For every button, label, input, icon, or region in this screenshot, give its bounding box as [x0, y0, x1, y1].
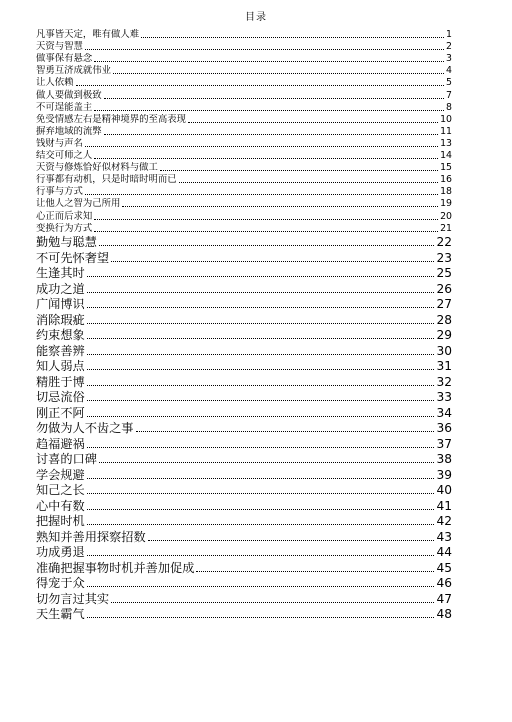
toc-entry[interactable] — [36, 312, 452, 328]
dot-leader — [148, 540, 435, 541]
toc-entry[interactable] — [36, 41, 452, 53]
toc-entry-page-number: 14 — [440, 150, 452, 162]
toc-title: 目录 — [245, 12, 267, 23]
toc-entry[interactable] — [36, 560, 452, 576]
toc-entry[interactable] — [36, 591, 452, 607]
toc-entry-page-number: 26 — [436, 281, 452, 296]
toc-entry[interactable] — [36, 514, 452, 530]
dot-leader — [87, 323, 435, 324]
toc-entry-label: 趋福避祸 — [36, 436, 85, 451]
toc-entry-page-number: 20 — [440, 210, 452, 222]
toc-entry-page-number: 3 — [446, 53, 452, 65]
toc-entry-label: 天资与智慧 — [36, 41, 83, 53]
toc-entry-page-number: 29 — [436, 328, 452, 343]
toc-entry[interactable] — [36, 29, 452, 41]
dot-leader — [99, 462, 435, 463]
toc-entry-label: 讨喜的口碑 — [36, 452, 97, 467]
toc-entry-label: 不可先怀奢望 — [36, 250, 110, 265]
toc-entry-page-number: 22 — [436, 235, 452, 250]
toc-entry[interactable] — [36, 223, 452, 235]
dot-leader — [87, 276, 435, 277]
toc-entry[interactable] — [36, 114, 452, 126]
toc-entry[interactable] — [36, 235, 452, 251]
toc-entry[interactable] — [36, 174, 452, 186]
toc-entry-page-number: 2 — [446, 41, 452, 53]
toc-entry[interactable] — [36, 343, 452, 359]
toc-entry[interactable] — [36, 126, 452, 138]
toc-entry-page-number: 31 — [436, 359, 452, 374]
toc-entry-page-number: 25 — [436, 266, 452, 281]
toc-list — [36, 29, 452, 622]
toc-entry[interactable] — [36, 545, 452, 561]
toc-entry[interactable] — [36, 436, 452, 452]
toc-entry[interactable] — [36, 102, 452, 114]
toc-entry-page-number: 10 — [440, 113, 452, 125]
toc-entry[interactable] — [36, 374, 452, 390]
toc-entry[interactable] — [36, 162, 452, 174]
dot-leader — [87, 400, 435, 401]
toc-entry-page-number: 16 — [440, 174, 452, 186]
toc-entry-page-number: 38 — [436, 452, 452, 467]
toc-entry-page-number: 11 — [440, 125, 452, 137]
toc-entry-label: 把握时机 — [36, 514, 85, 529]
dot-leader — [94, 110, 444, 111]
toc-entry[interactable] — [36, 198, 452, 210]
dot-leader — [94, 61, 444, 62]
toc-entry-page-number: 45 — [436, 560, 452, 575]
toc-entry-label: 结交可师之人 — [36, 150, 93, 162]
dot-leader — [87, 354, 435, 355]
dot-leader — [87, 385, 435, 386]
toc-entry-page-number: 46 — [436, 576, 452, 591]
toc-entry-label: 生逢其时 — [36, 266, 85, 281]
toc-entry[interactable] — [36, 77, 452, 89]
dot-leader — [85, 146, 438, 147]
toc-entry-label: 约束想象 — [36, 328, 85, 343]
toc-entry-page-number: 30 — [436, 343, 452, 358]
toc-entry-page-number: 42 — [436, 514, 452, 529]
toc-entry[interactable] — [36, 467, 452, 483]
toc-entry-label: 学会规避 — [36, 467, 85, 482]
toc-entry-page-number: 40 — [436, 483, 452, 498]
toc-entry-label: 天生霸气 — [36, 607, 85, 622]
toc-entry[interactable] — [36, 138, 452, 150]
dot-leader — [87, 617, 435, 618]
toc-entry-label: 广闻博识 — [36, 297, 85, 312]
toc-entry-label: 熟知并善用探察招数 — [36, 529, 146, 544]
toc-entry[interactable] — [36, 529, 452, 545]
toc-entry[interactable] — [36, 150, 452, 162]
toc-entry-page-number: 33 — [436, 390, 452, 405]
toc-entry[interactable] — [36, 576, 452, 592]
dot-leader — [94, 219, 438, 220]
toc-entry-page-number: 36 — [436, 421, 452, 436]
dot-leader — [87, 586, 435, 587]
toc-entry-page-number: 15 — [440, 162, 452, 174]
toc-entry-label: 摒弃地域的流弊 — [36, 125, 102, 137]
toc-entry[interactable] — [36, 359, 452, 375]
dot-leader — [136, 431, 435, 432]
toc-entry-label: 心中有数 — [36, 498, 85, 513]
toc-entry[interactable] — [36, 89, 452, 101]
toc-entry-label: 切勿言过其实 — [36, 591, 110, 606]
toc-entry[interactable] — [36, 607, 452, 623]
toc-entry-label: 天资与修炼恰好似材料与做工 — [36, 162, 158, 174]
dot-leader — [87, 509, 435, 510]
toc-entry-label: 功成勇退 — [36, 545, 85, 560]
dot-leader — [87, 555, 435, 556]
toc-entry[interactable] — [36, 498, 452, 514]
toc-entry-page-number: 1 — [446, 29, 452, 41]
toc-entry-label: 成功之道 — [36, 281, 85, 296]
toc-entry-page-number: 37 — [436, 436, 452, 451]
toc-entry[interactable] — [36, 186, 452, 198]
dot-leader — [160, 170, 438, 171]
toc-entry[interactable] — [36, 281, 452, 297]
toc-entry-page-number: 7 — [446, 89, 452, 101]
dot-leader — [87, 493, 435, 494]
toc-entry-page-number: 34 — [436, 405, 452, 420]
toc-entry-label: 行事都有动机，只是时暗时明而已 — [36, 174, 177, 186]
toc-entry-page-number: 8 — [446, 101, 452, 113]
toc-entry-label: 刚正不阿 — [36, 405, 85, 420]
toc-entry-label: 勿做为人不齿之事 — [36, 421, 134, 436]
toc-entry-label: 精胜于博 — [36, 374, 85, 389]
toc-entry[interactable] — [36, 452, 452, 468]
dot-leader — [188, 122, 438, 123]
dot-leader — [113, 73, 444, 74]
dot-leader — [87, 416, 435, 417]
toc-entry-label: 做人要做到极致 — [36, 89, 102, 101]
toc-entry[interactable] — [36, 390, 452, 406]
toc-entry-label: 勤勉与聪慧 — [36, 235, 97, 250]
toc-entry-page-number: 28 — [436, 312, 452, 327]
toc-entry-page-number: 44 — [436, 545, 452, 560]
toc-entry-page-number: 21 — [440, 222, 452, 234]
dot-leader — [87, 447, 435, 448]
dot-leader — [87, 478, 435, 479]
toc-entry-page-number: 13 — [440, 137, 452, 149]
dot-leader — [122, 206, 438, 207]
toc-entry[interactable] — [36, 421, 452, 437]
toc-entry-label: 钱财与声名 — [36, 137, 83, 149]
toc-entry-label: 免受情感左右是精神境界的至高表现 — [36, 113, 187, 125]
toc-entry-page-number: 47 — [436, 591, 452, 606]
toc-entry-label: 得宠于众 — [36, 576, 85, 591]
toc-entry-page-number: 4 — [446, 65, 452, 77]
toc-entry-label: 消除瑕疵 — [36, 312, 85, 327]
dot-leader — [87, 292, 435, 293]
dot-leader — [85, 194, 438, 195]
toc-entry-label: 心正而后求知 — [36, 210, 93, 222]
toc-entry-label: 行事与方式 — [36, 186, 83, 198]
toc-entry-page-number: 39 — [436, 467, 452, 482]
toc-entry-label: 切忌流俗 — [36, 390, 85, 405]
toc-entry-label: 知己之长 — [36, 483, 85, 498]
toc-entry-page-number: 32 — [436, 374, 452, 389]
toc-entry-label: 让他人之智为己所用 — [36, 198, 121, 210]
toc-entry-page-number: 19 — [440, 198, 452, 210]
dot-leader — [196, 571, 434, 572]
dot-leader — [87, 524, 435, 525]
toc-entry[interactable] — [36, 53, 452, 65]
toc-entry-page-number: 23 — [436, 250, 452, 265]
dot-leader — [94, 158, 438, 159]
toc-entry-label: 让人依赖 — [36, 77, 74, 89]
dot-leader — [141, 37, 444, 38]
toc-entry-label: 变换行为方式 — [36, 222, 93, 234]
dot-leader — [87, 369, 435, 370]
toc-entry[interactable] — [36, 65, 452, 77]
dot-leader — [76, 85, 445, 86]
toc-entry[interactable] — [36, 250, 452, 266]
toc-entry-page-number: 41 — [436, 498, 452, 513]
toc-entry-label: 知人弱点 — [36, 359, 85, 374]
toc-entry[interactable] — [36, 405, 452, 421]
toc-entry-page-number: 18 — [440, 186, 452, 198]
dot-leader — [94, 231, 438, 232]
toc-entry-page-number: 48 — [436, 607, 452, 622]
toc-entry-label: 准确把握事物时机并善加促成 — [36, 560, 195, 575]
dot-leader — [111, 261, 434, 262]
toc-entry-label: 做事保有悬念 — [36, 53, 93, 65]
dot-leader — [85, 49, 444, 50]
toc-entry-label: 智勇互济成就伟业 — [36, 65, 112, 77]
toc-entry-page-number: 43 — [436, 529, 452, 544]
toc-entry[interactable] — [36, 328, 452, 344]
dot-leader — [87, 338, 435, 339]
toc-entry[interactable] — [36, 210, 452, 222]
toc-entry-label: 能察善辨 — [36, 343, 85, 358]
toc-entry-page-number: 5 — [446, 77, 452, 89]
dot-leader — [99, 245, 435, 246]
toc-entry[interactable] — [36, 266, 452, 282]
dot-leader — [111, 602, 434, 603]
dot-leader — [104, 98, 444, 99]
dot-leader — [87, 307, 435, 308]
toc-entry-label: 凡事皆天定，唯有做人难 — [36, 29, 140, 41]
toc-entry[interactable] — [36, 297, 452, 313]
toc-entry[interactable] — [36, 483, 452, 499]
toc-entry-label: 不可逞能盖主 — [36, 101, 93, 113]
dot-leader — [104, 134, 438, 135]
dot-leader — [179, 182, 438, 183]
toc-entry-page-number: 27 — [436, 297, 452, 312]
